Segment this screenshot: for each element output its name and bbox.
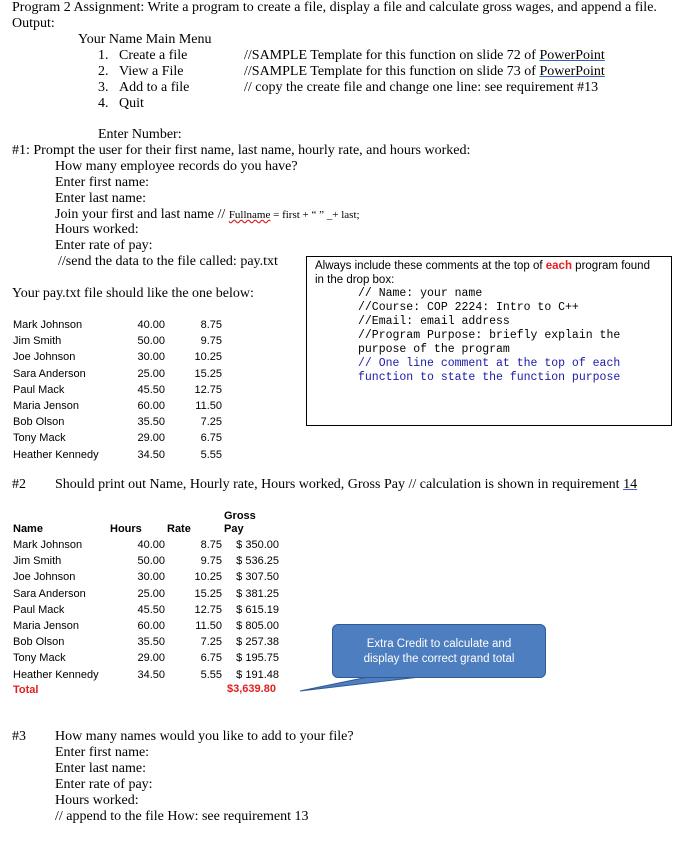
cell-rate: 8.75 [200,539,222,551]
employee-rate: 9.75 [200,335,222,348]
req2-number: #2 [12,477,26,492]
cell-gross-pay: $ 307.50 [236,571,279,584]
cell-name: Maria Jenson [13,620,80,632]
employee-hours: 34.50 [137,448,165,461]
enter-number-prompt: Enter Number: [98,127,182,142]
code-comment-line: //Course: COP 2224: Intro to C++ [358,301,579,314]
requirement-14-link: 14 [623,477,638,492]
menu-item-num: 4. [98,96,109,111]
extra-credit-callout [332,624,546,678]
menu-item-comment: //SAMPLE Template for this function on slide 73 of PowerPoint [244,64,605,79]
employee-name: Paul Mack [13,383,65,396]
table-header-hours: Hours [110,523,142,535]
req1-join-line: Join your first and last name // Fullname = first + “ ” _+ last; [55,207,360,222]
employee-rate: 15.25 [194,367,222,380]
cell-rate: 9.75 [200,555,222,568]
employee-rate: 12.75 [194,383,222,396]
employee-name: Bob Olson [13,416,65,429]
menu-item-view: View a File [119,64,184,79]
employee-name: Jim Smith [13,335,62,348]
menu-item-add: Add to a file [119,80,190,95]
cell-name: Joe Johnson [13,571,76,584]
employee-name: Heather Kennedy [13,448,99,461]
req3-line: Enter last name: [55,761,146,776]
grand-total: $3,639.80 [227,683,276,695]
req1-send-line: //send the data to the file called: pay.txt [58,254,278,269]
cell-hours: 45.50 [137,603,165,616]
cell-rate: 7.25 [200,636,222,649]
employee-rate: 7.25 [200,416,222,429]
cell-rate: 10.25 [194,571,222,584]
powerpoint-link: PowerPoint [539,48,605,63]
employee-hours: 30.00 [137,351,165,364]
cell-hours: 29.00 [137,652,165,665]
cell-gross-pay: $ 536.25 [236,555,279,568]
cell-name: Jim Smith [13,555,62,568]
code-comment-blue-line: function to state the function purpose [358,371,621,384]
callout-line: Extra Credit to calculate and [366,638,512,650]
req1-line: Enter last name: [55,191,146,206]
table-header-pay: Pay [224,523,244,535]
cell-gross-pay: $ 257.38 [236,636,279,649]
cell-hours: 25.00 [137,587,165,600]
req1-line: Enter rate of pay: [55,238,153,253]
cell-name: Paul Mack [13,603,65,616]
cell-rate: 5.55 [200,668,222,681]
cell-name: Mark Johnson [13,539,83,551]
cell-hours: 60.00 [137,620,165,632]
employee-hours: 35.50 [137,416,165,429]
employee-rate: 5.55 [200,448,222,461]
comment-box-intro-2: in the drop box: [315,274,395,286]
employee-hours: 40.00 [137,319,165,331]
menu-item-create: Create a file [119,48,188,63]
cell-hours: 40.00 [137,539,165,551]
employee-hours: 60.00 [137,400,165,412]
cell-name: Tony Mack [13,652,66,665]
employee-rate: 11.50 [195,400,222,412]
employee-rate: 10.25 [194,351,222,364]
cell-hours: 50.00 [137,555,165,568]
cell-rate: 12.75 [194,603,222,616]
assignment-title: Program 2 Assignment: Write a program to create a file, display a file and calculate gross wages, and append a file. [12,0,657,15]
req3-line: Hours worked: [55,793,139,808]
req1-line: Hours worked: [55,222,139,237]
file-note: Your pay.txt file should like the one below: [12,286,254,301]
req1-line: How many employee records do you have? [55,159,298,174]
employee-name: Sara Anderson [13,367,86,380]
req3-number: #3 [12,729,26,744]
code-comment-line: //Program Purpose: briefly explain the [358,329,621,342]
menu-title: Your Name Main Menu [78,32,212,47]
comment-box-intro: Always include these comments at the top of each program found [315,260,650,272]
employee-name: Joe Johnson [13,351,76,364]
cell-name: Heather Kennedy [13,668,99,681]
employee-hours: 29.00 [137,432,165,445]
powerpoint-link: PowerPoint [539,64,605,79]
employee-rate: 6.75 [200,432,222,445]
cell-hours: 34.50 [137,668,165,681]
employee-name: Mark Johnson [13,319,83,331]
cell-rate: 15.25 [194,587,222,600]
cell-gross-pay: $ 805.00 [236,620,279,632]
table-header-gross: Gross [224,510,256,522]
employee-hours: 45.50 [137,383,165,396]
cell-gross-pay: $ 191.48 [236,668,279,681]
table-header-name: Name [13,523,43,535]
code-comment-blue-line: // One line comment at the top of each [358,357,621,370]
req1-heading: #1: Prompt the user for their first name, last name, hourly rate, and hours worked: [12,143,471,158]
employee-rate: 8.75 [200,319,222,331]
code-comment-line: //Email: email address [358,315,510,328]
output-label: Output: [12,16,55,31]
total-label: Total [13,684,39,696]
menu-item-comment: // copy the create file and change one line: see requirement #13 [244,80,599,95]
cell-gross-pay: $ 615.19 [236,603,279,616]
menu-item-num: 1. [98,48,109,63]
menu-item-num: 2. [98,64,109,79]
code-comment-line: purpose of the program [358,343,510,356]
req3-line: Enter rate of pay: [55,777,153,792]
callout-line: display the correct grand total [363,653,515,665]
employee-name: Tony Mack [13,432,66,445]
code-comment-line: // Name: your name [358,287,483,300]
cell-name: Sara Anderson [13,587,86,600]
cell-rate: 6.75 [200,652,222,665]
menu-item-comment: //SAMPLE Template for this function on slide 72 of PowerPoint [244,48,605,63]
menu-item-quit: Quit [119,96,144,111]
cell-hours: 35.50 [137,636,165,649]
cell-hours: 30.00 [137,571,165,584]
req3-line: Enter first name: [55,745,150,760]
req2-text: Should print out Name, Hourly rate, Hours worked, Gross Pay // calculation is shown in requirement 14 [55,477,638,492]
employee-name: Maria Jenson [13,400,80,412]
menu-item-num: 3. [98,80,109,95]
cell-name: Bob Olson [13,636,65,649]
table-header-rate: Rate [167,523,191,535]
employee-hours: 25.00 [137,367,165,380]
req3-line: How many names would you like to add to your file? [55,729,354,744]
cell-gross-pay: $ 350.00 [236,539,279,551]
req3-line: // append to the file How: see requirement 13 [55,809,309,824]
cell-rate: 11.50 [195,620,222,632]
cell-gross-pay: $ 381.25 [236,587,279,600]
cell-gross-pay: $ 195.75 [236,652,279,665]
req1-line: Enter first name: [55,175,150,190]
employee-hours: 50.00 [137,335,165,348]
